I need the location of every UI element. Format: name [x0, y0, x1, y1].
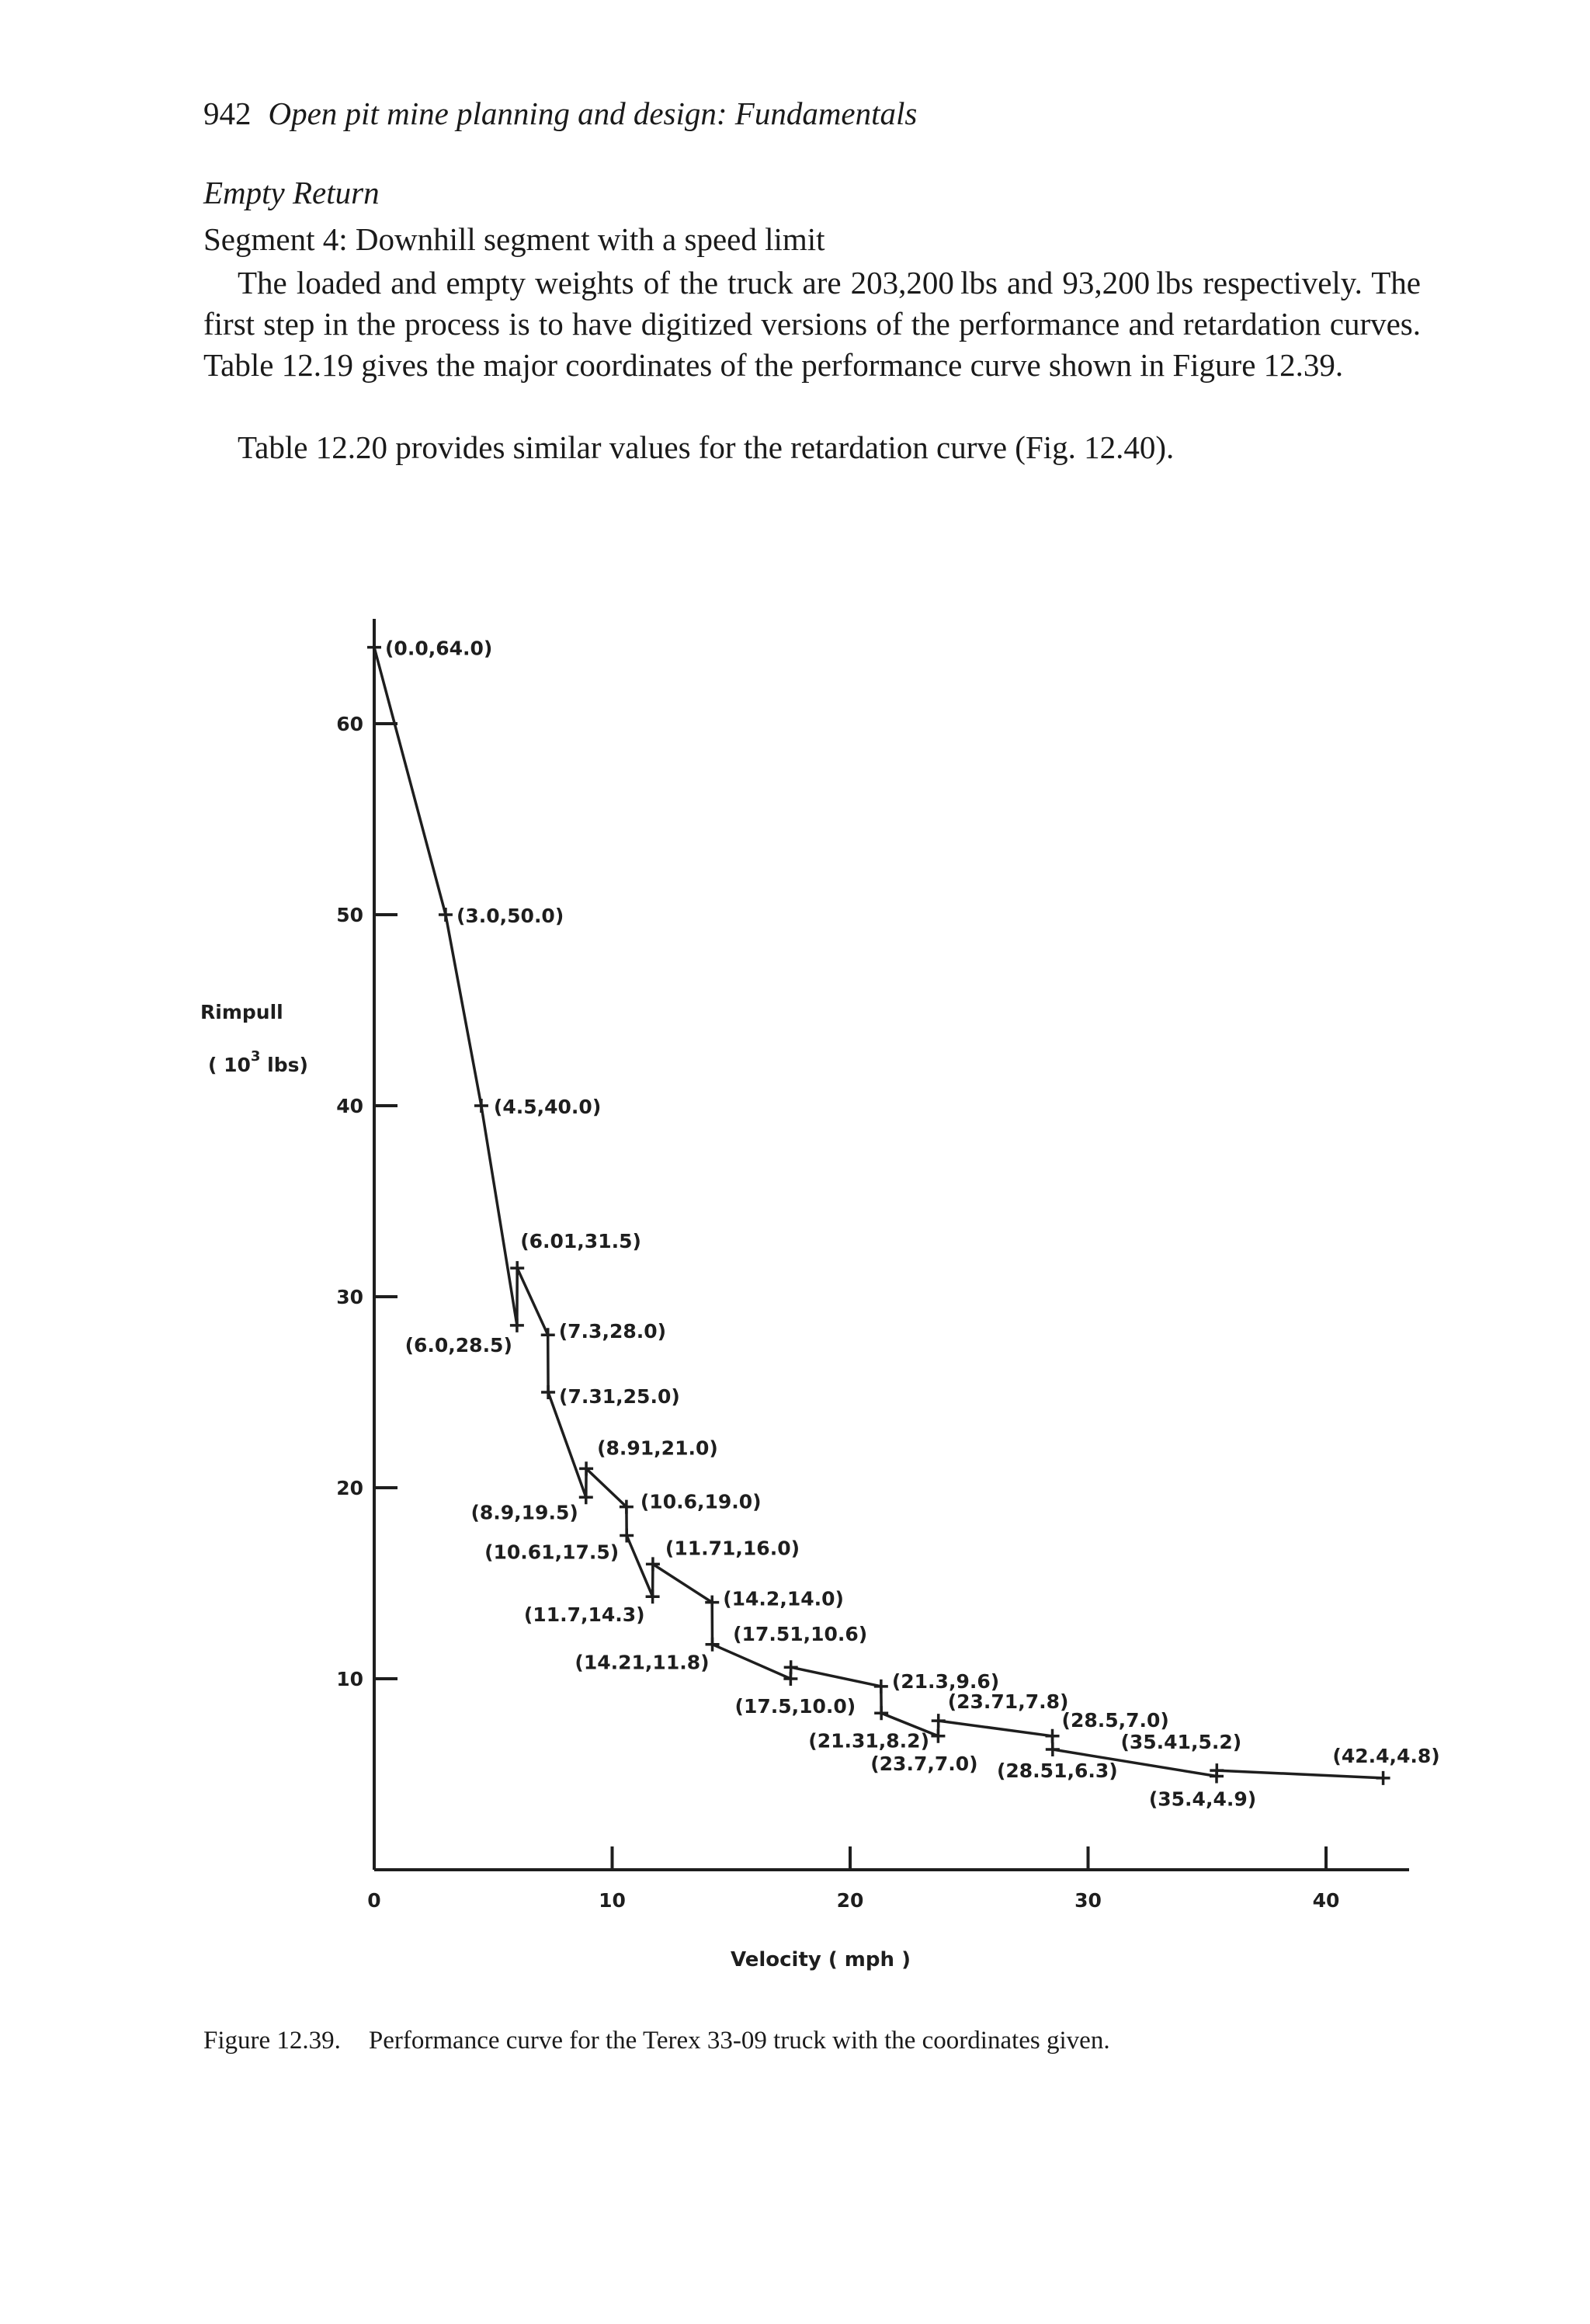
page-number: 942	[203, 96, 252, 131]
data-point-label: (8.91,21.0)	[597, 1436, 718, 1460]
y-axis-unit-exponent: 3	[250, 1048, 261, 1065]
y-tick-label: 20	[336, 1477, 363, 1499]
data-point-marker	[932, 1714, 946, 1728]
y-axis-label: Rimpull	[200, 1001, 283, 1023]
data-point-label: (14.21,11.8)	[575, 1651, 710, 1674]
caption-number: Figure 12.39.	[203, 2027, 341, 2055]
y-axis-unit	[208, 1048, 308, 1076]
data-point-label: (11.71,16.0)	[665, 1537, 800, 1560]
data-point-marker	[510, 1318, 524, 1332]
body-paragraph-1: The loaded and empty weights of the truck are 203,200 lbs and 93,200 lbs respectively. The first step in the process is to have digitized versions of the performance and retardation curves. Table 12.19 gives the major coordinates of the performance curve shown in Figure 12.39.	[203, 265, 1421, 383]
book-subtitle: : Fundamentals	[716, 96, 918, 131]
data-point-marker	[784, 1660, 798, 1674]
data-point-marker	[620, 1529, 634, 1543]
chart-axes	[336, 619, 1409, 1912]
chart-series	[367, 641, 1390, 1785]
data-point-label: (42.4,4.8)	[1332, 1744, 1440, 1767]
x-tick-label: 40	[1312, 1889, 1340, 1912]
data-point-marker	[705, 1596, 719, 1610]
data-point-marker	[874, 1706, 888, 1720]
data-point-label: (10.6,19.0)	[640, 1490, 762, 1513]
y-tick-label: 50	[336, 904, 363, 926]
data-point-label: (23.71,7.8)	[947, 1690, 1069, 1714]
y-tick-label: 30	[336, 1286, 363, 1308]
y-tick-label: 10	[336, 1668, 363, 1690]
x-axis-label: Velocity ( mph )	[731, 1948, 911, 1971]
data-point-label: (11.7,14.3)	[523, 1603, 645, 1627]
x-tick-label: 20	[836, 1889, 864, 1912]
data-point-label: (28.51,6.3)	[996, 1760, 1118, 1783]
data-point-label: (21.31,8.2)	[808, 1729, 930, 1753]
data-point-label: (17.51,10.6)	[733, 1623, 868, 1646]
data-point-label: (28.5,7.0)	[1061, 1708, 1169, 1732]
book-title: Open pit mine planning and design	[268, 96, 717, 131]
data-point-marker	[439, 908, 453, 922]
data-point-label: (6.01,31.5)	[520, 1230, 641, 1253]
body-paragraph-2: Table 12.20 provides similar values for the retardation curve (Fig. 12.40).	[238, 429, 1175, 465]
data-point-label: (21.3,9.6)	[891, 1669, 1000, 1693]
data-point-label: (35.41,5.2)	[1120, 1731, 1242, 1754]
data-point-label: (10.61,17.5)	[484, 1541, 620, 1564]
data-point-label: (23.7,7.0)	[870, 1752, 978, 1775]
y-axis-unit-prefix: ( 10	[208, 1054, 251, 1076]
y-tick-label: 40	[336, 1095, 363, 1117]
chart-point-labels	[385, 637, 1440, 1811]
data-point-label: (0.0,64.0)	[385, 637, 493, 660]
data-point-marker	[541, 1328, 555, 1342]
data-point-marker	[874, 1680, 888, 1693]
x-tick-label: 10	[599, 1889, 626, 1912]
data-point-label: (17.5,10.0)	[734, 1695, 856, 1718]
data-point-label: (35.4,4.9)	[1148, 1787, 1257, 1811]
x-tick-label: 0	[367, 1889, 381, 1912]
data-point-marker	[646, 1589, 660, 1603]
data-point-marker	[1376, 1771, 1390, 1785]
y-tick-label: 60	[336, 713, 363, 735]
data-point-marker	[541, 1385, 555, 1399]
data-point-marker	[706, 1638, 720, 1652]
data-point-label: (6.0,28.5)	[404, 1333, 512, 1357]
segment-title: Segment 4: Downhill segment with a speed limit	[203, 221, 825, 257]
data-point-marker	[1046, 1742, 1060, 1756]
caption-text: Performance curve for the Terex 33-09 truck with the coordinates given.	[368, 2027, 1110, 2055]
figure-caption	[203, 2023, 1110, 2058]
data-point-marker	[474, 1099, 488, 1113]
data-point-label: (3.0,50.0)	[456, 905, 564, 927]
data-point-marker	[931, 1729, 945, 1743]
data-point-label: (4.5,40.0)	[493, 1096, 602, 1118]
data-point-marker	[1046, 1729, 1060, 1743]
data-point-marker	[367, 641, 381, 655]
section-title: Empty Return	[203, 175, 380, 210]
data-point-label: (8.9,19.5)	[470, 1501, 578, 1524]
y-axis-unit-suffix: lbs)	[260, 1054, 308, 1076]
data-point-label: (7.31,25.0)	[559, 1385, 680, 1408]
data-point-marker	[646, 1557, 660, 1571]
x-tick-label: 30	[1074, 1889, 1102, 1912]
data-point-label: (7.3,28.0)	[558, 1320, 667, 1343]
data-point-marker	[579, 1490, 593, 1504]
data-point-label: (14.2,14.0)	[723, 1587, 844, 1610]
data-point-marker	[510, 1261, 524, 1275]
